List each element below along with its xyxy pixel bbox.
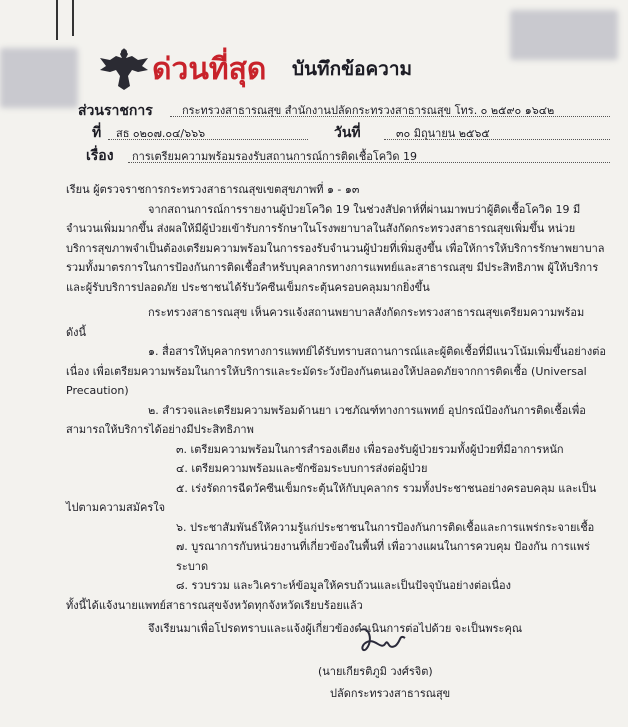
paper-mark <box>72 0 74 36</box>
list-item: ๗. บูรณาการกับหน่วยงานที่เกี่ยวข้องในพื้นที่ เพื่อวางแผนในการควบคุม ป้องกัน การแพร่ระบาด <box>176 540 590 573</box>
paragraph: ทั้งนี้ได้แจ้งนายแพทย์สาธารณสุขจังหวัดทุกจังหวัดเรียบร้อยแล้ว <box>66 598 363 612</box>
salutation: เรียน ผู้ตรวจราชการกระทรวงสาธารณสุขเขตสุขภาพที่ ๑ - ๑๓ <box>66 183 360 196</box>
list-item: ๘. รวบรวม และวิเคราะห์ข้อมูลให้ครบถ้วนและเป็นปัจจุบันอย่างต่อเนื่อง <box>176 579 511 592</box>
list-item: ๕. เร่งรัดการฉีดวัคซีนเข็มกระตุ้นให้กับบุคลากร รวมทั้งประชาชนอย่างครอบคลุม และเป็นไปตามความสมัครใจ <box>66 481 597 514</box>
closing-paragraph: จึงเรียนมาเพื่อโปรดทราบและแจ้งผู้เกี่ยวข้องดำเนินการต่อไปด้วย จะเป็นพระคุณ <box>148 622 523 635</box>
subject-value: การเตรียมความพร้อมรองรับสถานการณ์การติดเชื้อโควิด 19 <box>132 150 417 163</box>
dotted-rule <box>108 139 308 140</box>
list-item: ๓. เตรียมความพร้อมในการสำรองเตียง เพื่อรองรับผู้ป่วยรวมทั้งผู้ป่วยที่มีอาการหนัก <box>176 442 564 456</box>
list-item: ๒. สำรวจและเตรียมความพร้อมด้านยา เวชภัณฑ์ทางการแพทย์ อุปกรณ์ป้องกันการติดเชื้อเพื่อสามารถให้บริการได้อย่างมีประสิทธิภาพ <box>66 403 586 436</box>
memo-body <box>66 180 606 639</box>
ref-value: สธ ๐๒๐๗.๐๔/๖๖๖ <box>116 127 206 140</box>
paper-mark <box>56 0 58 40</box>
list-item: ๑. สื่อสารให้บุคลากรทางการแพทย์ได้รับทราบสถานการณ์และผู้ติดเชื้อที่มีแนวโน้มเพิ่มขึ้นอย่างต่อเนื่อง เพื่อเตรียมความพร้อมในการให้บริการและระมัดระวังป้องกันตนเองให้ปลอดภัยจากการติดเชื้อ (Universal Precaution) <box>66 345 606 397</box>
date-label: วันที่ <box>334 125 361 141</box>
list-item: ๖. ประชาสัมพันธ์ให้ความรู้แก่ประชาชนในการป้องกันการติดเชื้อและการแพร่กระจายเชื้อ <box>176 520 595 534</box>
memo-title: บันทึกข้อความ <box>292 58 413 80</box>
paragraph: กระทรวงสาธารณสุข เห็นควรแจ้งสถานพยาบาลสังกัดกระทรวงสาธารณสุขเตรียมความพร้อม ดังนี้ <box>66 306 585 339</box>
dept-label: ส่วนราชการ <box>78 103 153 119</box>
ref-label: ที่ <box>92 125 102 141</box>
urgent-label: ด่วนที่สุด <box>152 52 267 87</box>
dotted-rule <box>384 139 610 140</box>
subject-label: เรื่อง <box>86 148 114 164</box>
dept-value: กระทรวงสาธารณสุข สำนักงานปลัดกระทรวงสาธารณสุข โทร. ๐ ๒๕๙๐ ๑๖๔๒ <box>182 104 555 117</box>
redacted-area <box>0 48 78 108</box>
dotted-rule <box>128 162 610 163</box>
garuda-emblem-icon <box>98 44 150 92</box>
dotted-rule <box>170 116 610 117</box>
list-item: ๔. เตรียมความพร้อมและซักซ้อมระบบการส่งต่อผู้ป่วย <box>176 462 428 475</box>
paragraph: จากสถานการณ์การรายงานผู้ป่วยโควิด 19 ในช่วงสัปดาห์ที่ผ่านมาพบว่าผู้ติดเชื้อโควิด 19 มีจำนวนเพิ่มมากขึ้น ส่งผลให้มีผู้ป่วยเข้ารับการรักษาในโรงพยาบาลในสังกัดกระทรวงสาธารณสุขเพิ่มขึ้น หน่วยบริการสุขภาพจำเป็นต้องเตรียมความพร้อมในการรองรับจำนวนผู้ป่วยที่เพิ่มสูงขึ้น เพื่อให้การให้บริการรักษาพยาบาล รวมทั้งมาตรการในการป้องกันการติดเชื้อสำหรับบุคลากรทางการแพทย์และสาธารณสุข มีประสิทธิภาพ ผู้ให้บริการและผู้รับบริการปลอดภัย ประชาชนได้รับวัคซีนเข็มกระตุ้นครอบคลุมมากยิ่งขึ้น <box>66 202 605 294</box>
signatory-name: (นายเกียรติภูมิ วงศ์รจิต) <box>318 665 433 678</box>
handwritten-signature <box>355 620 415 660</box>
date-value: ๓๐ มิถุนายน ๒๕๖๕ <box>396 127 490 140</box>
redacted-area <box>510 10 618 60</box>
signatory-position: ปลัดกระทรวงสาธารณสุข <box>330 687 451 700</box>
